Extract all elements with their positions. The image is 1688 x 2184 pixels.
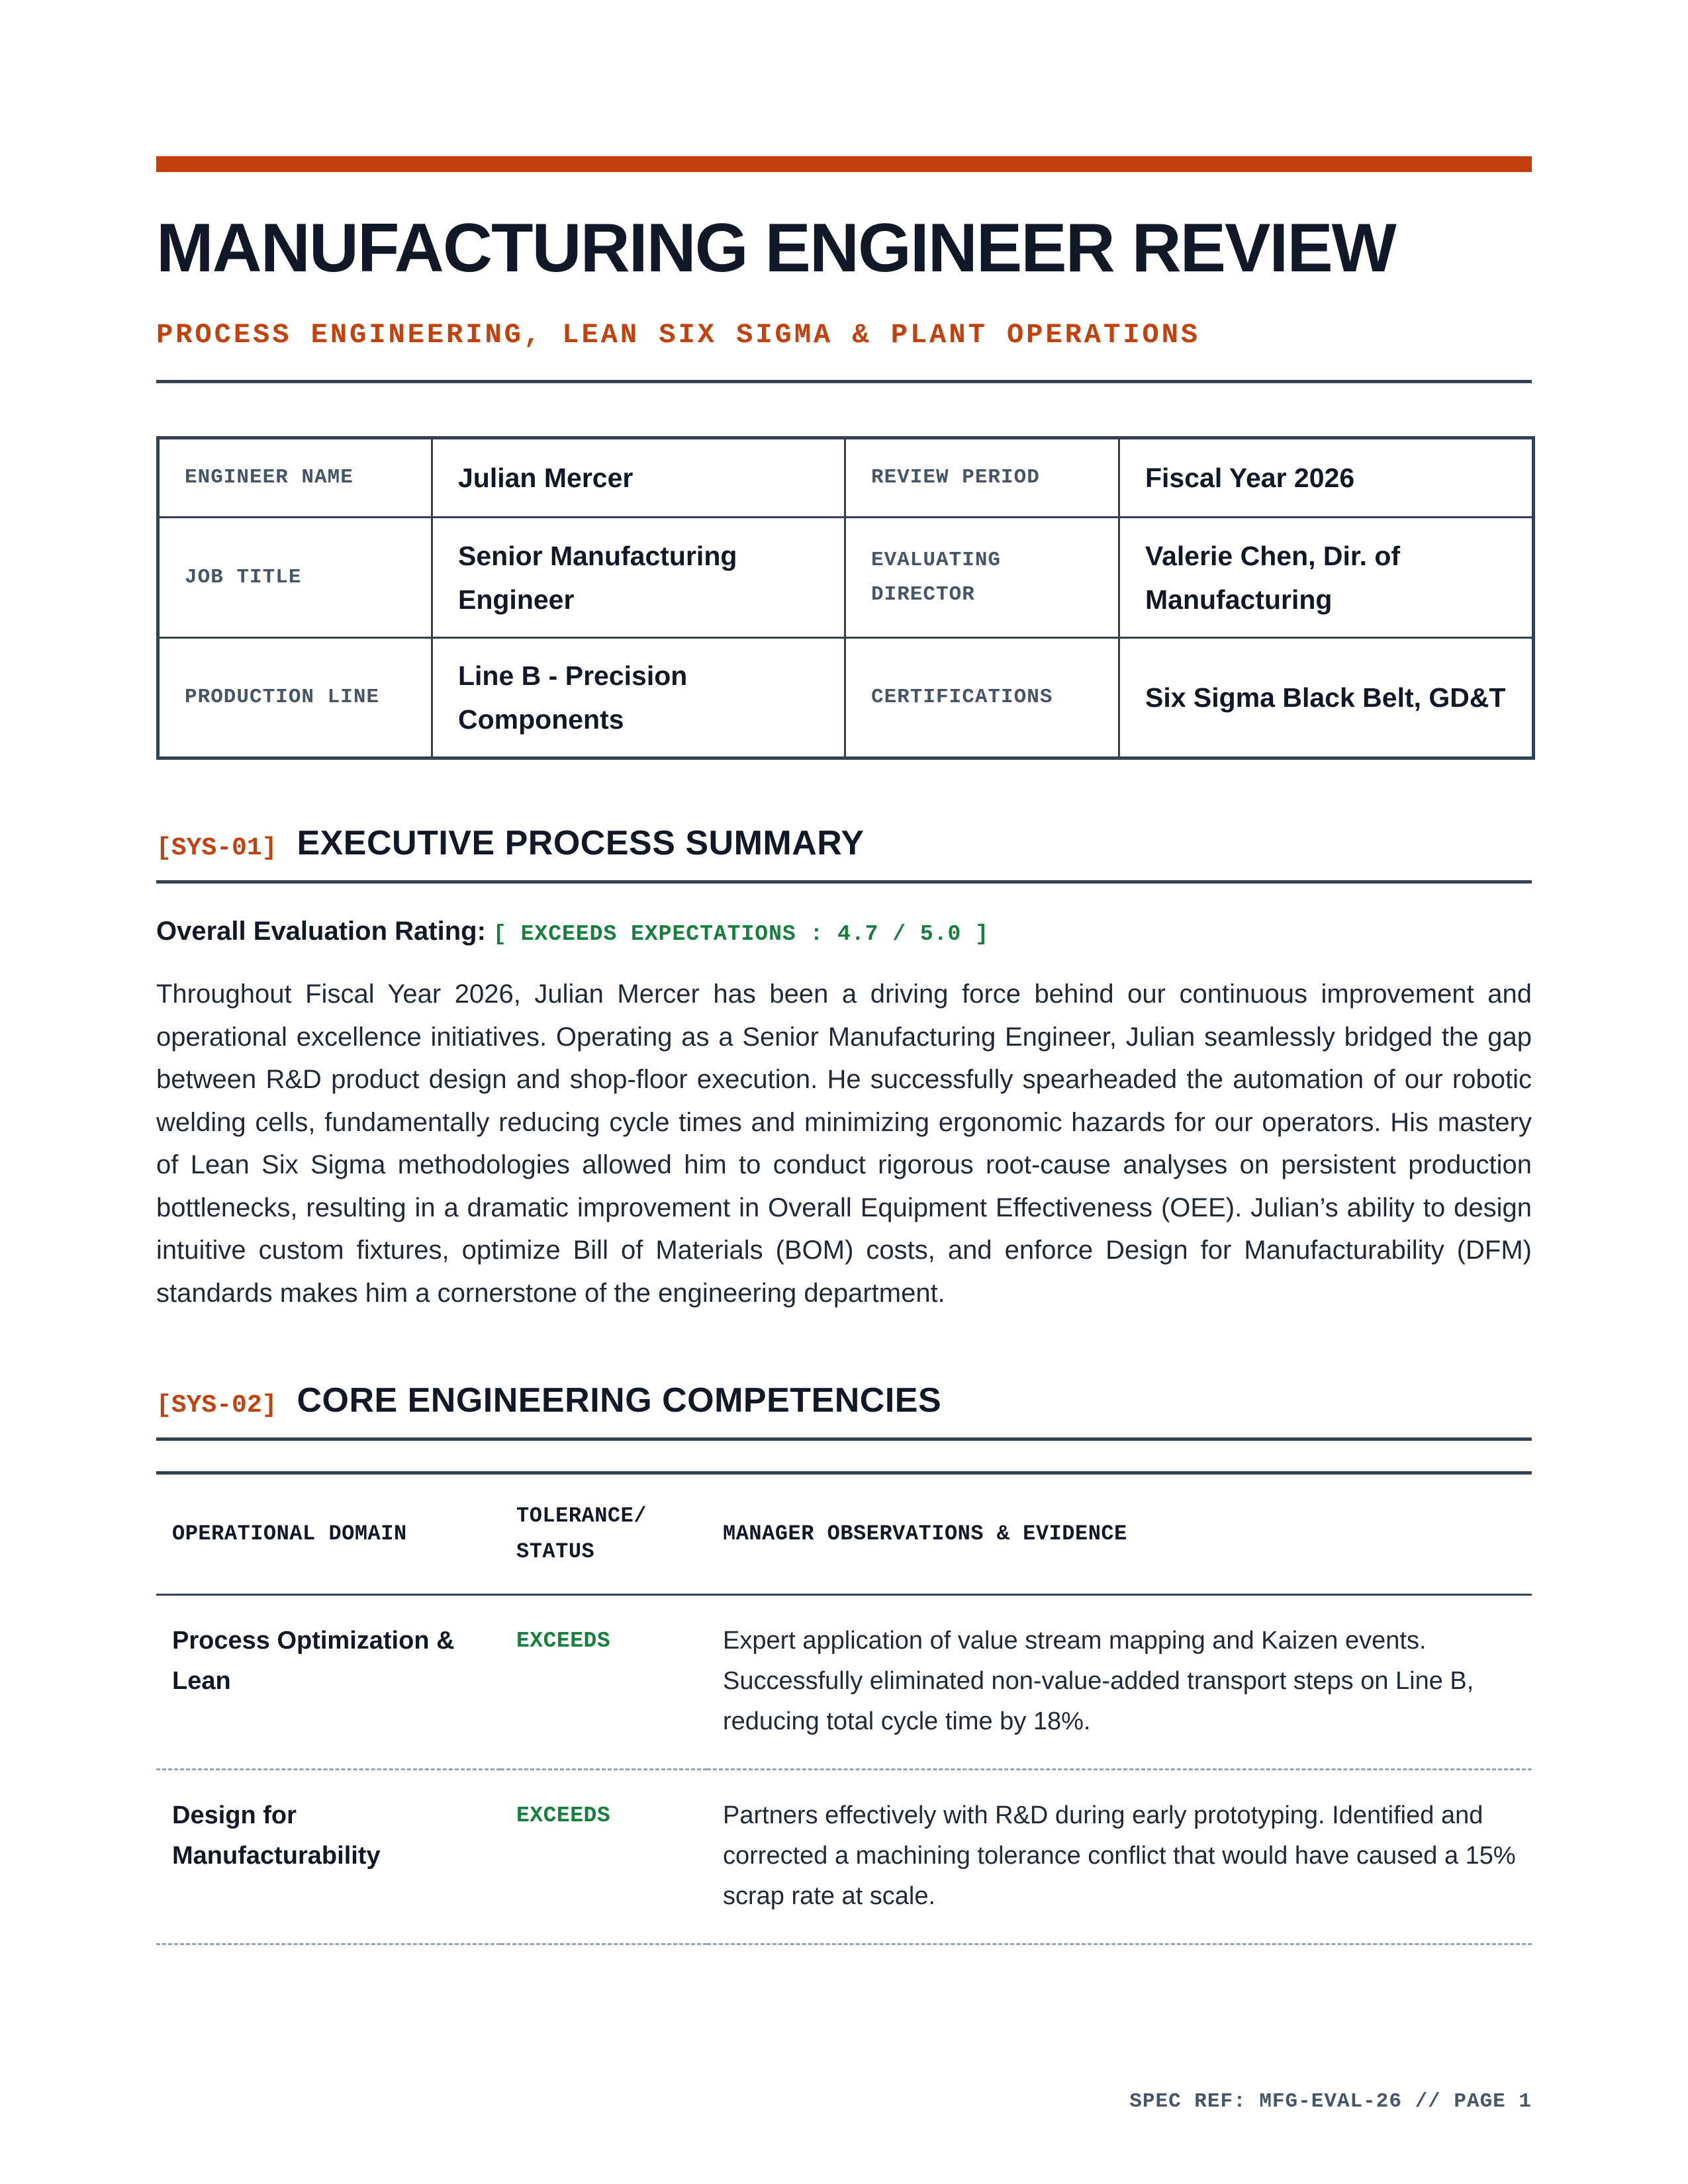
competencies-section: [156, 1381, 1532, 1945]
info-label: ENGINEER NAME: [158, 438, 432, 518]
certifications-value: Six Sigma Black Belt, GD&T: [1119, 638, 1534, 758]
competencies-table: [156, 1471, 1532, 1945]
page-footer: SPEC REF: MFG-EVAL-26 // PAGE 1: [1129, 2090, 1532, 2113]
job-title-value: Senior Manufacturing Engineer: [432, 518, 845, 638]
production-line-value: Line B - Precision Components: [432, 638, 845, 758]
executive-summary-section: [156, 823, 1532, 1314]
domain-cell: Process Optimization & Lean: [156, 1595, 500, 1770]
engineer-name-value: Julian Mercer: [432, 438, 845, 518]
observation-cell: Expert application of value stream mapping and Kaizen events. Successfully eliminated non-value-added transport steps on Line B, reducing total cycle time by 18%.: [707, 1595, 1532, 1770]
section-code: [SYS-01]: [156, 834, 277, 863]
table-row: [156, 1770, 1532, 1944]
info-label: JOB TITLE: [158, 518, 432, 638]
section-heading: [156, 1381, 1532, 1420]
document-subtitle: PROCESS ENGINEERING, LEAN SIX SIGMA & PLANT OPERATIONS: [156, 319, 1201, 351]
review-period-value: Fiscal Year 2026: [1119, 438, 1534, 518]
overall-rating: [156, 917, 1532, 946]
info-row: [158, 638, 1534, 758]
section-divider: [156, 880, 1532, 884]
table-header-row: [156, 1473, 1532, 1595]
info-label: EVALUATING DIRECTOR: [845, 518, 1119, 638]
rating-label: Overall Evaluation Rating:: [156, 917, 486, 946]
section-divider: [156, 1437, 1532, 1441]
evaluating-director-value: Valerie Chen, Dir. of Manufacturing: [1119, 518, 1534, 638]
column-header: OPERATIONAL DOMAIN: [156, 1473, 500, 1595]
document-page: [156, 156, 1532, 1945]
column-header: TOLERANCE/ STATUS: [500, 1473, 707, 1595]
column-header: MANAGER OBSERVATIONS & EVIDENCE: [707, 1473, 1532, 1595]
table-row: [156, 1595, 1532, 1770]
summary-paragraph: Throughout Fiscal Year 2026, Julian Mercer has been a driving force behind our continuous improvement and operational excellence initiatives. Operating as a Senior Manufacturing Engineer, Julian seamlessly bridged the gap between R&D product design and shop-floor execution. He successfully spearheaded the automation of our robotic welding cells, fundamentally reducing cycle times and minimizing ergonomic hazards for our operators. His mastery of Lean Six Sigma methodologies allowed him to conduct rigorous root-cause analyses on persistent production bottlenecks, resulting in a dramatic improvement in Overall Equipment Effectiveness (OEE). Julian’s ability to design intuitive custom fixtures, optimize Bill of Materials (BOM) costs, and enforce Design for Manufacturability (DFM) standards makes him a cornerstone of the engineering department.: [156, 979, 1532, 1308]
info-label: REVIEW PERIOD: [845, 438, 1119, 518]
accent-bar: [156, 156, 1532, 172]
header-divider: [156, 380, 1532, 383]
section-heading: [156, 823, 1532, 863]
domain-cell: Design for Manufacturability: [156, 1770, 500, 1944]
document-title: MANUFACTURING ENGINEER REVIEW: [156, 210, 1395, 287]
rating-value: [ EXCEEDS EXPECTATIONS : 4.7 / 5.0 ]: [493, 922, 989, 947]
info-label: CERTIFICATIONS: [845, 638, 1119, 758]
info-label: PRODUCTION LINE: [158, 638, 432, 758]
section-title: CORE ENGINEERING COMPETENCIES: [297, 1381, 942, 1420]
section-code: [SYS-02]: [156, 1391, 277, 1420]
observation-cell: Partners effectively with R&D during early prototyping. Identified and corrected a machining tolerance conflict that would have caused a 15% scrap rate at scale.: [707, 1770, 1532, 1944]
status-badge: EXCEEDS: [500, 1770, 707, 1944]
info-row: [158, 438, 1534, 518]
status-badge: EXCEEDS: [500, 1595, 707, 1770]
info-row: [158, 518, 1534, 638]
section-title: EXECUTIVE PROCESS SUMMARY: [297, 824, 865, 863]
employee-info-table: [156, 436, 1535, 760]
